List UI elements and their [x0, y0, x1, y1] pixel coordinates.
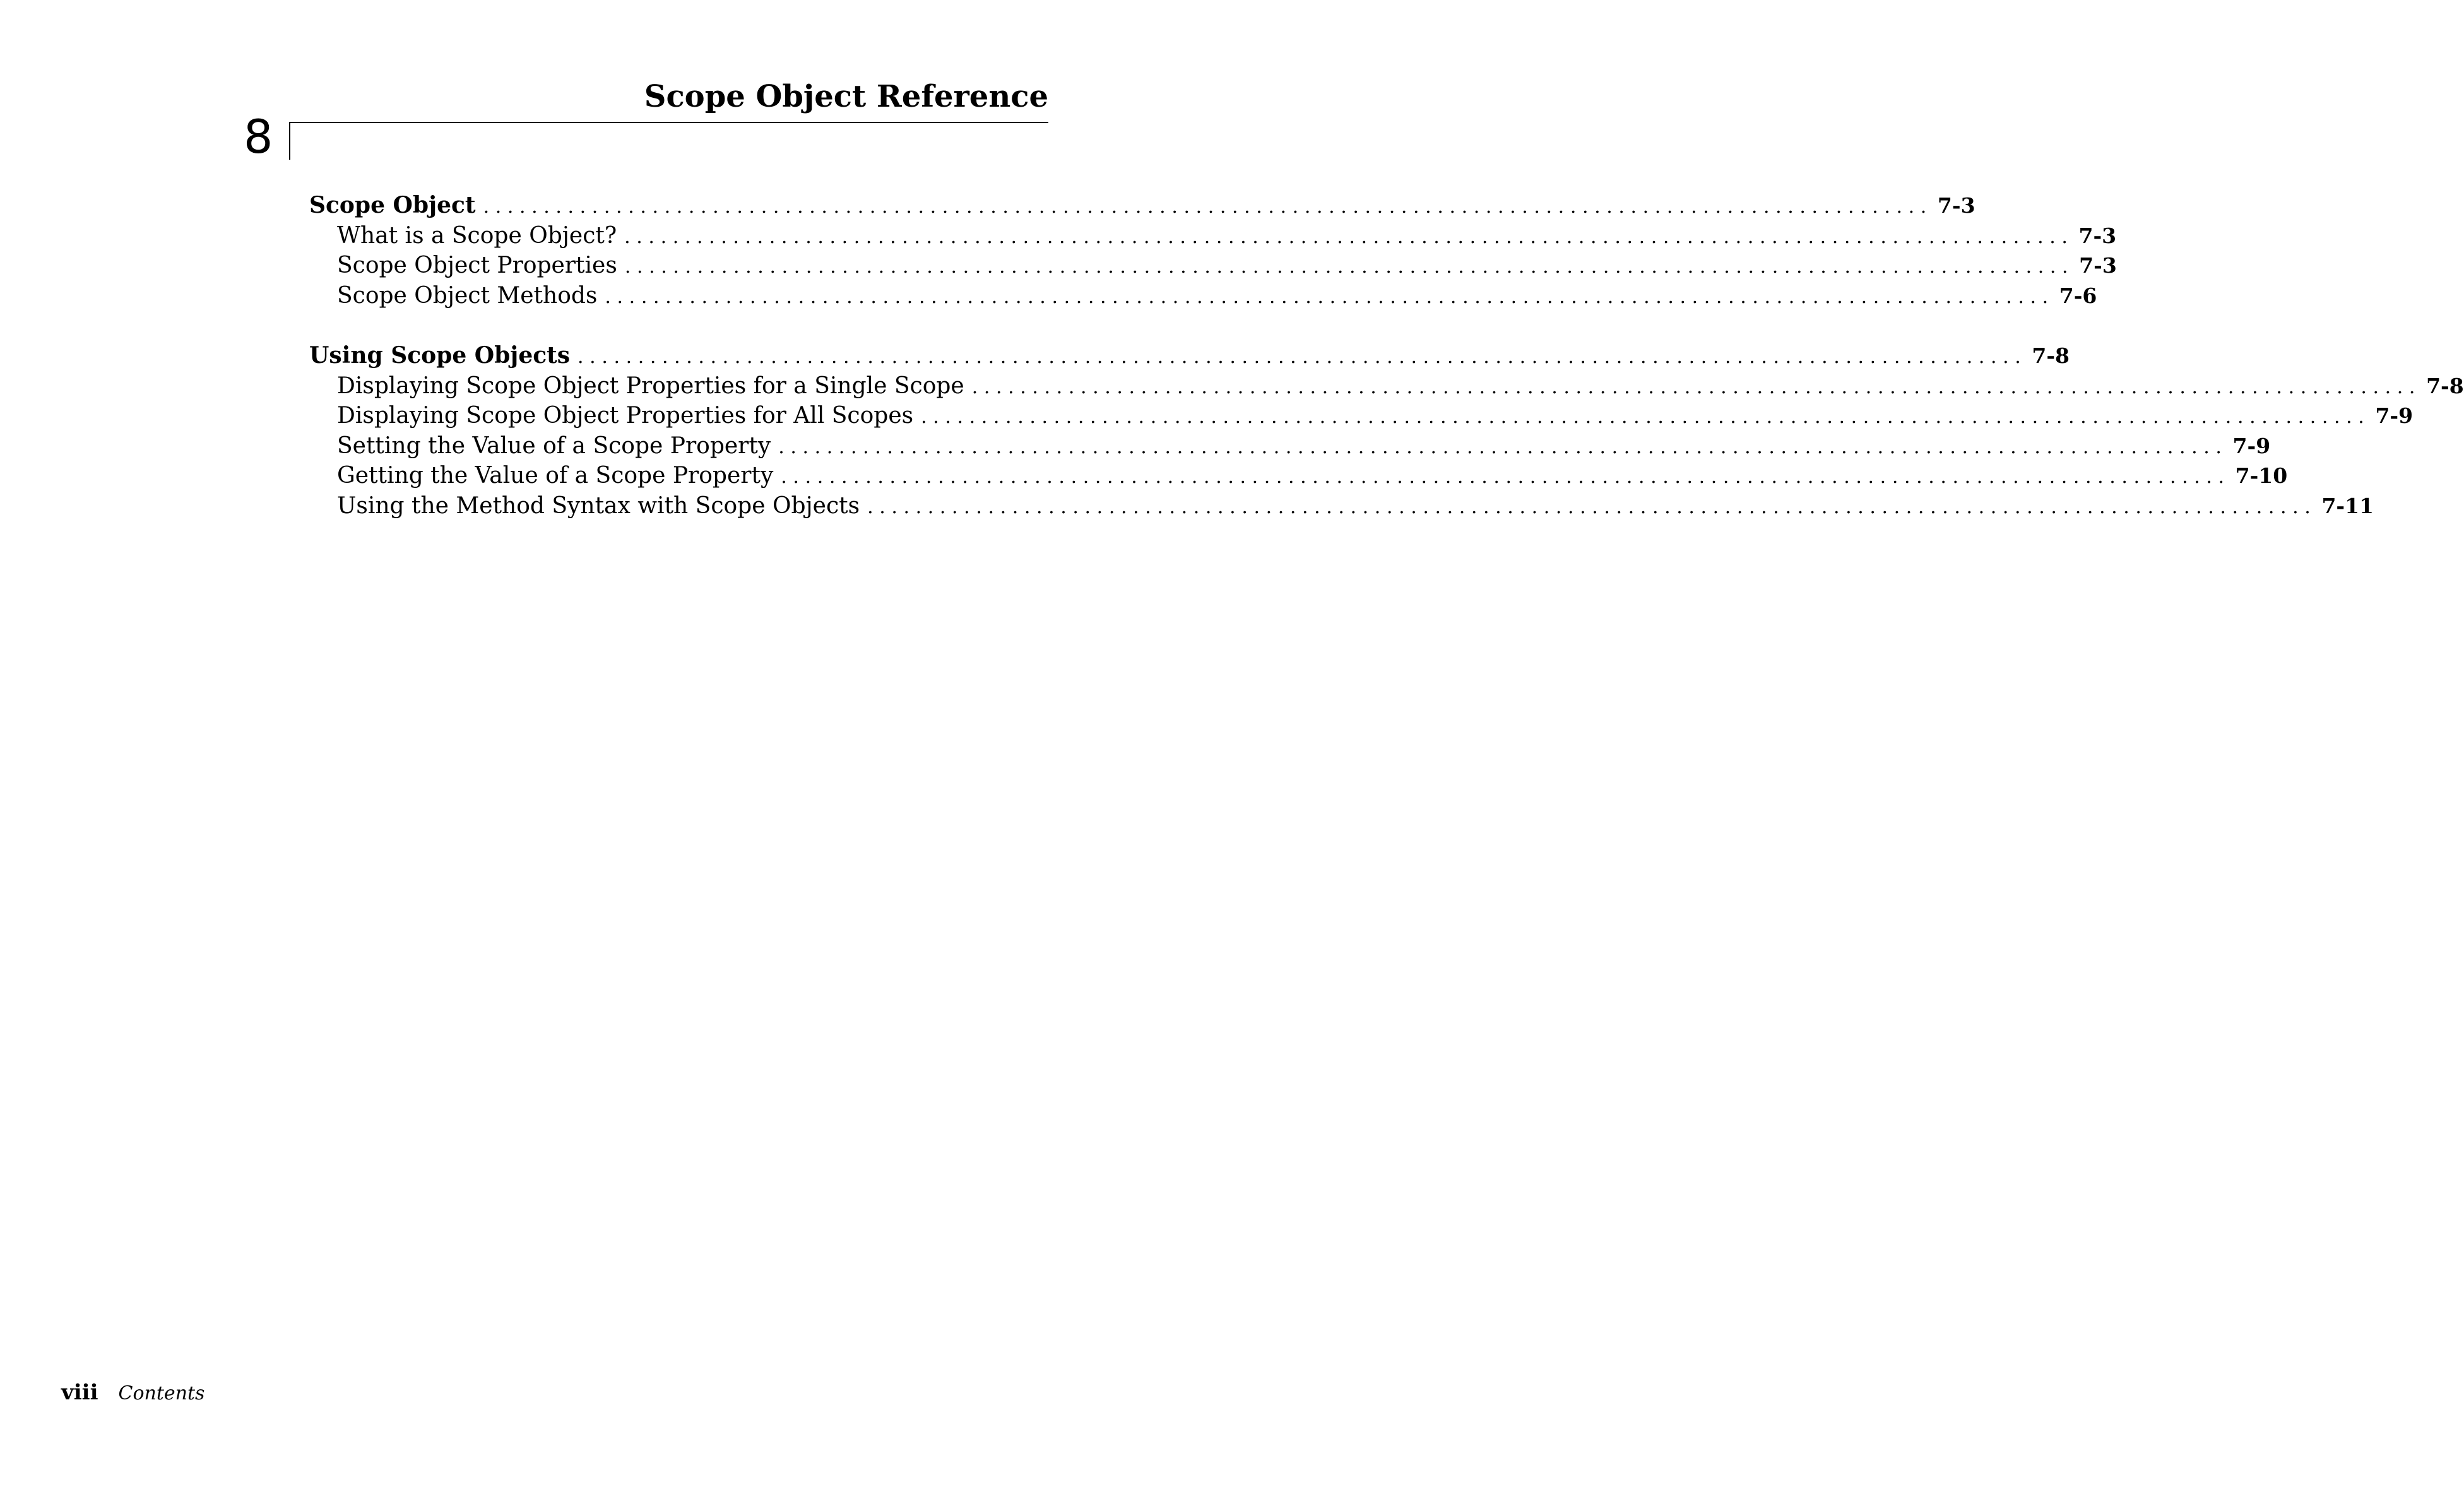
- toc-entry-scope-object-properties[interactable]: [309, 251, 2117, 281]
- toc-entry-title: Displaying Scope Object Properties for All Scopes: [337, 403, 914, 429]
- chapter-title: Scope Object Reference: [644, 79, 1048, 114]
- dot-leader: ........................................................................................................................: [483, 196, 1933, 218]
- toc-entry-title: Getting the Value of a Scope Property: [337, 463, 774, 489]
- chapter-rule: [289, 122, 1048, 160]
- toc-entry-title: What is a Scope Object?: [337, 222, 617, 249]
- toc-entry-getting-scope-property[interactable]: [309, 461, 2288, 491]
- dot-leader: ........................................................................................................................: [867, 495, 2317, 518]
- dot-leader: ........................................................................................................................: [778, 436, 2228, 458]
- toc-entry-page: 7-3: [2079, 253, 2117, 278]
- toc-entry-page: 7-6: [2059, 283, 2097, 308]
- toc-entry-page: 7-11: [2321, 493, 2374, 518]
- table-of-contents: [309, 191, 2464, 551]
- page-number: viii: [61, 1380, 98, 1405]
- toc-entry-displaying-properties-all-scopes[interactable]: [309, 401, 2414, 431]
- toc-entry-page: 7-8: [2426, 373, 2464, 398]
- toc-entry-using-scope-objects[interactable]: [309, 341, 2070, 371]
- toc-entry-what-is-a-scope-object[interactable]: [309, 221, 2117, 251]
- toc-section-using-scope-objects: [309, 341, 2464, 521]
- toc-entry-page: 7-3: [1937, 193, 1975, 218]
- toc-entry-title: Using the Method Syntax with Scope Objects: [337, 492, 860, 519]
- toc-entry-title: Displaying Scope Object Properties for a Single Scope: [337, 372, 964, 399]
- toc-section-scope-object: [309, 191, 2117, 311]
- dot-leader: ........................................................................................................................: [921, 406, 2371, 428]
- dot-leader: ........................................................................................................................: [578, 346, 2027, 368]
- dot-leader: ........................................................................................................................: [971, 376, 2422, 398]
- toc-entry-scope-object-methods[interactable]: [309, 281, 2097, 311]
- chapter-number: 8: [244, 110, 273, 164]
- page-footer: [61, 1380, 204, 1405]
- toc-entry-setting-scope-property[interactable]: [309, 431, 2271, 461]
- toc-entry-title: Scope Object Methods: [337, 282, 598, 309]
- toc-entry-page: 7-9: [2232, 433, 2271, 458]
- toc-entry-title: Scope Object: [309, 192, 476, 218]
- toc-entry-page: 7-3: [2078, 223, 2117, 248]
- toc-entry-title: Using Scope Objects: [309, 342, 571, 369]
- toc-entry-scope-object[interactable]: [309, 191, 1975, 221]
- toc-entry-page: 7-9: [2375, 403, 2414, 428]
- running-footer-label: Contents: [118, 1382, 205, 1404]
- toc-entry-page: 7-8: [2032, 343, 2070, 368]
- dot-leader: ........................................................................................................................: [781, 466, 2230, 488]
- toc-entry-displaying-properties-single-scope[interactable]: [309, 371, 2464, 401]
- toc-entry-title: Scope Object Properties: [337, 252, 617, 278]
- dot-leader: ........................................................................................................................: [605, 285, 2054, 308]
- dot-leader: ........................................................................................................................: [624, 256, 2075, 278]
- toc-entry-title: Setting the Value of a Scope Property: [337, 432, 771, 459]
- toc-entry-method-syntax-scope-objects[interactable]: [309, 491, 2374, 521]
- toc-entry-page: 7-10: [2235, 463, 2288, 488]
- dot-leader: ........................................................................................................................: [624, 225, 2074, 248]
